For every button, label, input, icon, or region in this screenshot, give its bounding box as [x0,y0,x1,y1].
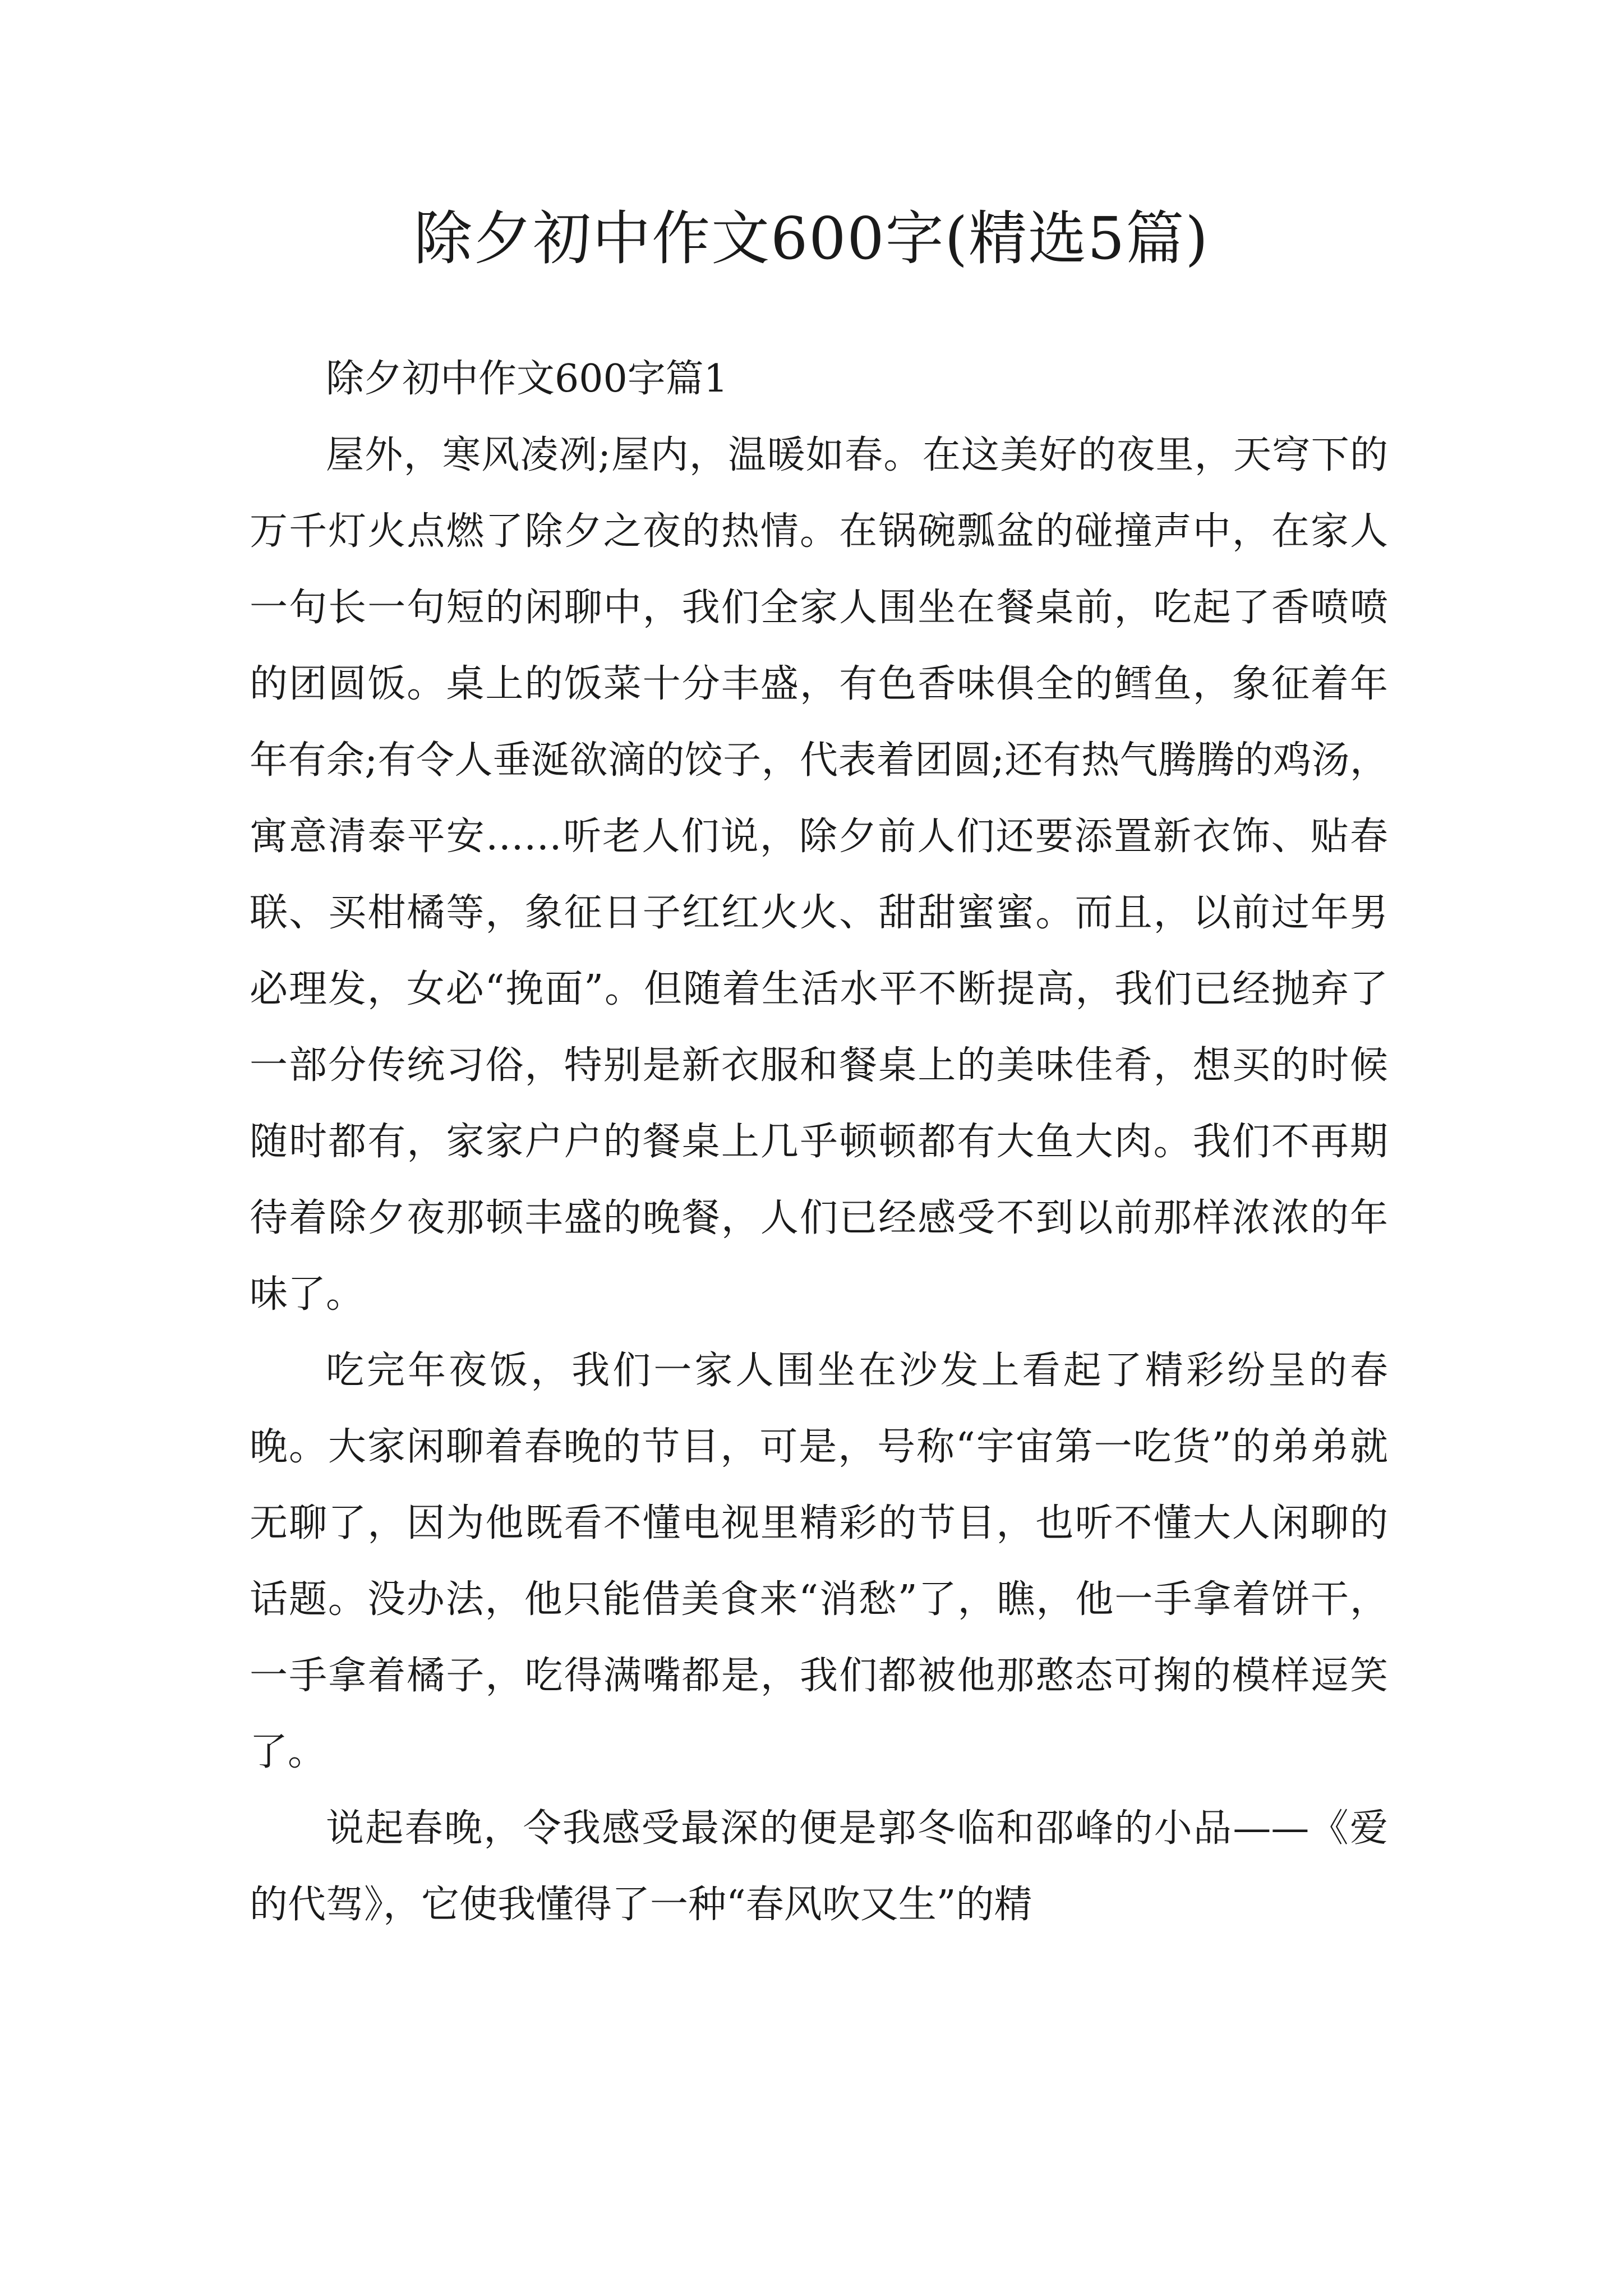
document-title: 除夕初中作文600字(精选5篇) [414,204,1209,273]
paragraph-3: 说起春晚，令我感受最深的便是郭冬临和邵峰的小品——《爱的代驾》，它使我懂得了一种“春风吹又生”的精 [250,1806,1388,1927]
paragraph-2: 吃完年夜饭，我们一家人围坐在沙发上看起了精彩纷呈的春晚。大家闲聊着春晚的节目，可是，号称“宇宙第一吃货”的弟弟就无聊了，因为他既看不懂电视里精彩的节目，也听不懂大人闲聊的话题。没办法，他只能借美食来“消愁”了，瞧，他一手拿着饼干，一手拿着橘子，吃得满嘴都是，我们都被他那憨态可掬的模样逗笑了。 [250,1349,1388,1774]
document-body [250,341,1388,1943]
paragraph-1: 屋外，寒风凌冽;屋内，温暖如春。在这美好的夜里，天穹下的万千灯火点燃了除夕之夜的热情。在锅碗瓢盆的碰撞声中，在家人一句长一句短的闲聊中，我们全家人围坐在餐桌前，吃起了香喷喷的团圆饭。桌上的饭菜十分丰盛，有色香味俱全的鳕鱼，象征着年年有余;有令人垂涎欲滴的饺子，代表着团圆;还有热气腾腾的鸡汤，寓意清泰平安……听老人们说，除夕前人们还要添置新衣饰、贴春联、买柑橘等，象征日子红红火火、甜甜蜜蜜。而且，以前过年男必理发，女必“挽面”。但随着生活水平不断提高，我们已经抛弃了一部分传统习俗，特别是新衣服和餐桌上的美味佳肴，想买的时候随时都有，家家户户的餐桌上几乎顿顿都有大鱼大肉。我们不再期待着除夕夜那顿丰盛的晚餐，人们已经感受不到以前那样浓浓的年味了。 [250,433,1388,1317]
section-heading: 除夕初中作文600字篇1 [326,357,728,401]
